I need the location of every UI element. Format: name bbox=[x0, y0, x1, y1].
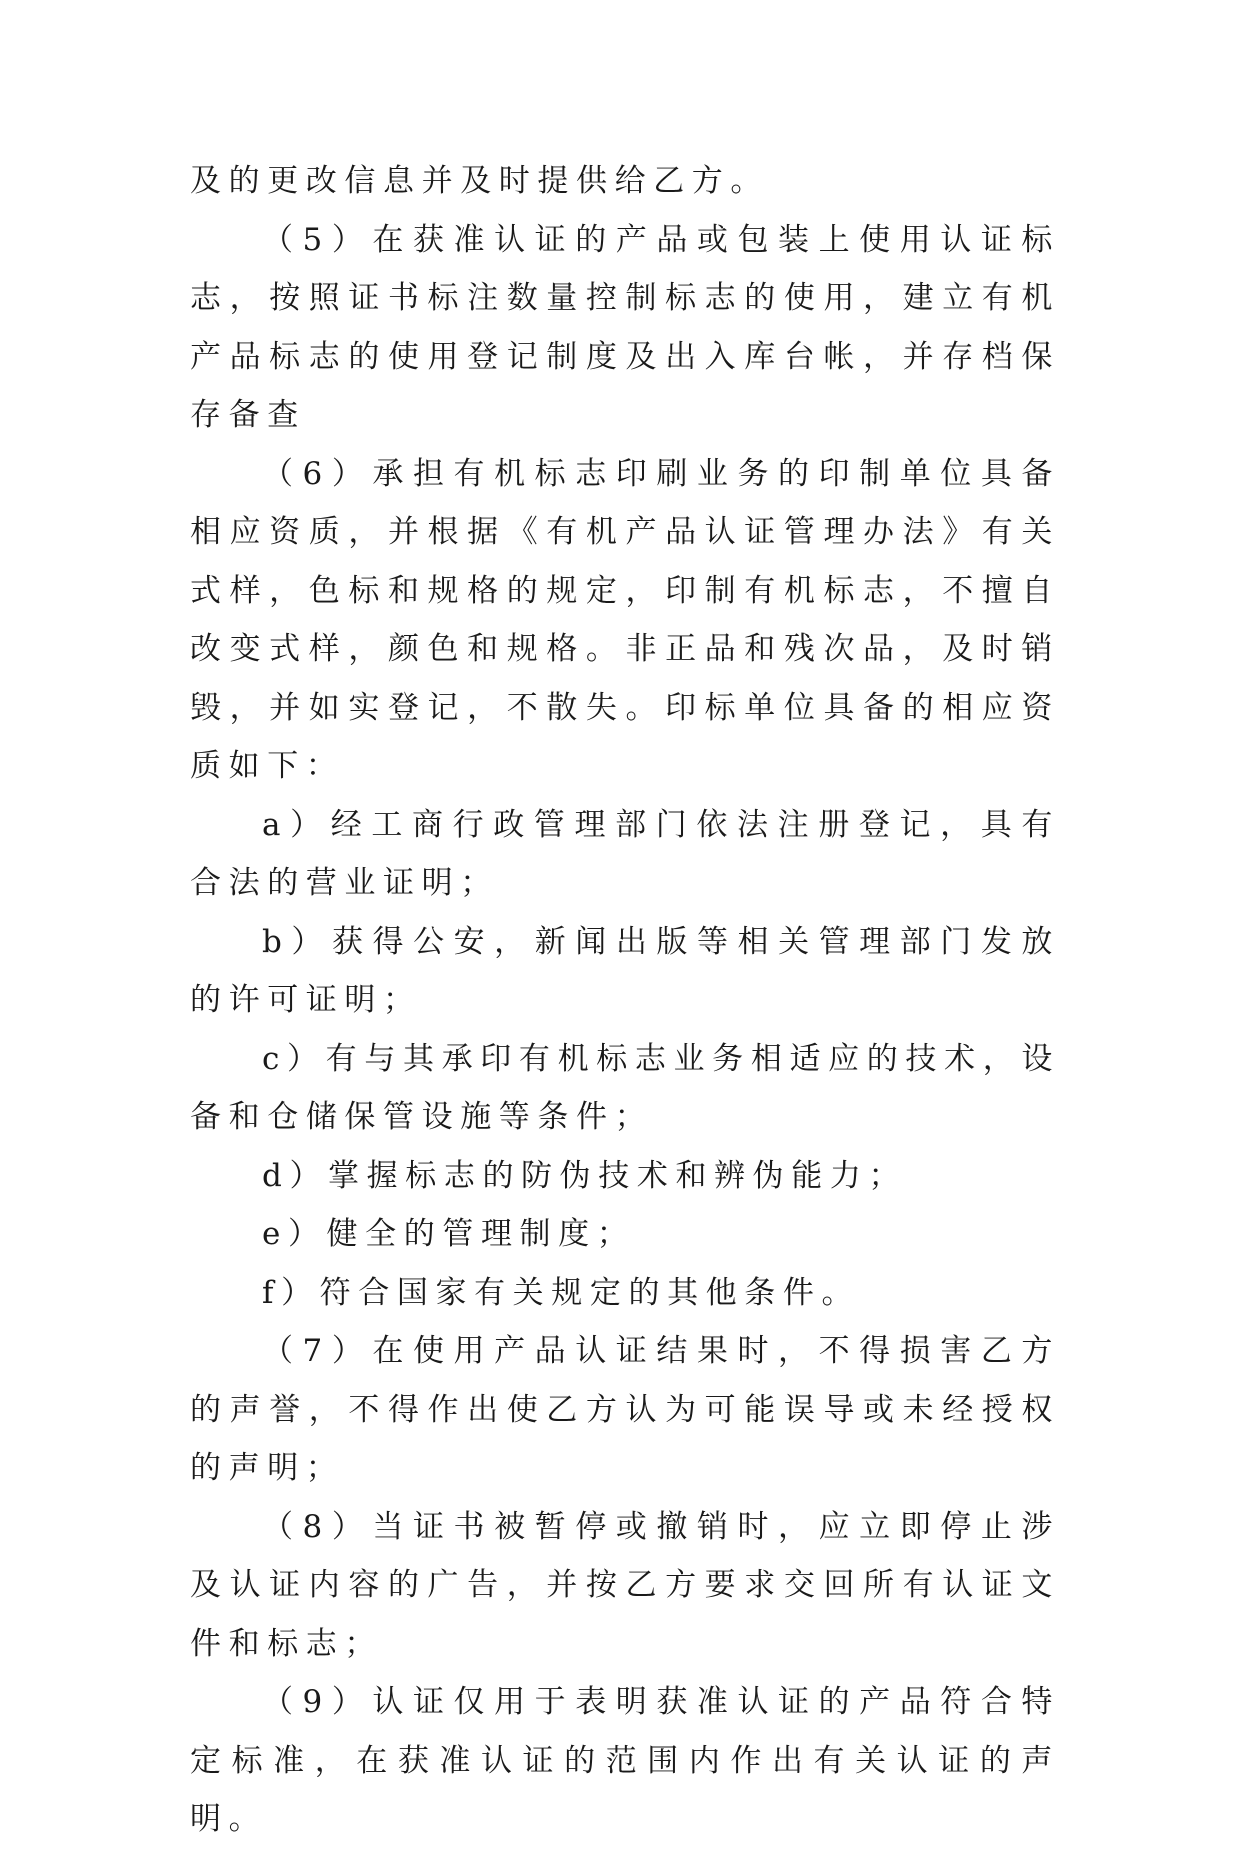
paragraph-item-6: （6）承担有机标志印刷业务的印制单位具备相应资质，并根据《有机产品认证管理办法》有关式样，色标和规格的规定，印制有机标志，不擅自改变式样，颜色和规格。非正品和残次品，及时销毁，并如实登记，不散失。印标单位具备的相应资质如下： bbox=[190, 455, 1060, 784]
paragraph-item-9: （9）认证仅用于表明获准认证的产品符合特定标准，在获准认证的范围内作出有关认证的声明。 bbox=[190, 1684, 1060, 1837]
paragraph-sub-a: a）经工商行政管理部门依法注册登记，具有合法的营业证明； bbox=[190, 806, 1060, 901]
paragraph-sub-c: c）有与其承印有机标志业务相适应的技术，设备和仓储保管设施等条件； bbox=[190, 1040, 1060, 1135]
paragraph-sub-e: e）健全的管理制度； bbox=[262, 1216, 636, 1252]
paragraph-item-5: （5）在获准认证的产品或包装上使用认证标志，按照证书标注数量控制标志的使用，建立有机产品标志的使用登记制度及出入库台帐，并存档保存备查 bbox=[190, 221, 1060, 433]
paragraph-sub-d: d）掌握标志的防伪技术和辨伪能力； bbox=[262, 1157, 908, 1194]
paragraph-continuation: 及的更改信息并及时提供给乙方。 bbox=[190, 163, 769, 199]
paragraph-item-7: （7）在使用产品认证结果时，不得损害乙方的声誉，不得作出使乙方认为可能误导或未经授权的声明； bbox=[190, 1333, 1060, 1486]
paragraph-sub-f: f）符合国家有关规定的其他条件。 bbox=[262, 1274, 861, 1311]
paragraph-item-8: （8）当证书被暂停或撤销时，应立即停止涉及认证内容的广告，并按乙方要求交回所有认证文件和标志； bbox=[190, 1508, 1060, 1662]
document-body bbox=[190, 152, 1060, 1849]
paragraph-sub-b: b）获得公安，新闻出版等相关管理部门发放的许可证明； bbox=[190, 923, 1060, 1018]
